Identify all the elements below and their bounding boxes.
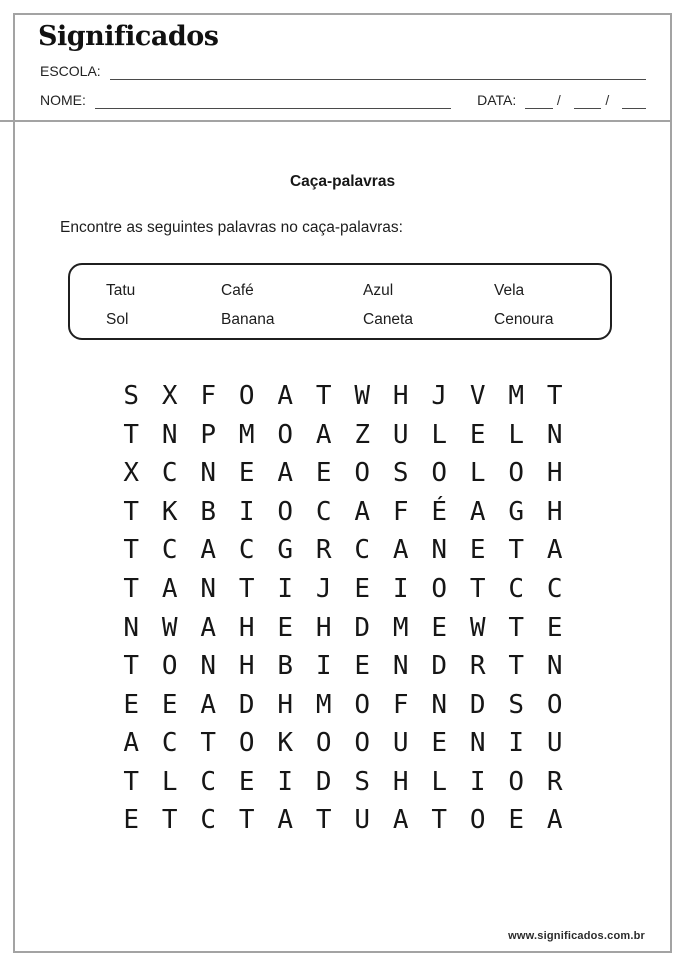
grid-letter: H — [546, 496, 563, 527]
grid-letter: A — [315, 419, 332, 450]
grid-letter: A — [161, 574, 178, 604]
grid-letter: O — [431, 574, 448, 604]
grid-letter: E — [508, 805, 525, 836]
word-list-item: Cenoura — [494, 311, 554, 328]
grid-letter: O — [508, 766, 525, 797]
grid-letter: C — [200, 766, 217, 797]
nome-label: NOME: — [40, 92, 86, 108]
grid-letter: E — [354, 651, 371, 682]
grid-letter: W — [161, 612, 178, 643]
grid-letter: T — [315, 805, 332, 836]
data-year-blank-line — [622, 93, 646, 109]
grid-letter: T — [238, 805, 255, 836]
grid-letter: D — [469, 689, 486, 720]
grid-letter: F — [392, 689, 409, 720]
grid-letter: T — [123, 574, 140, 604]
grid-letter: C — [315, 496, 332, 527]
data-label: DATA: — [477, 92, 517, 108]
grid-letter: O — [546, 689, 563, 720]
grid-letter: N — [200, 458, 217, 489]
grid-letter: T — [123, 419, 140, 450]
grid-letter: O — [354, 728, 371, 759]
grid-letter: L — [431, 419, 448, 450]
grid-letter: O — [238, 381, 255, 412]
grid-letter: O — [277, 419, 294, 450]
grid-letter: T — [469, 574, 486, 604]
grid-letter: Z — [354, 419, 371, 450]
date-separator: / — [556, 92, 561, 108]
grid-letter: O — [238, 728, 255, 759]
grid-letter: M — [508, 381, 525, 412]
grid-letter: N — [200, 574, 217, 604]
grid-letter: N — [431, 689, 448, 720]
grid-letter: E — [431, 728, 448, 759]
grid-letter: G — [508, 496, 525, 527]
grid-letter: A — [392, 805, 409, 836]
grid-letter: E — [431, 612, 448, 643]
grid-letter: H — [315, 612, 332, 643]
grid-letter: T — [238, 574, 255, 604]
grid-letter: N — [546, 651, 563, 682]
grid-letter: T — [431, 805, 448, 836]
grid-letter: S — [123, 381, 140, 412]
grid-letter: H — [277, 689, 294, 720]
grid-letter: T — [161, 805, 178, 836]
grid-letter: A — [277, 458, 294, 489]
word-list-item: Banana — [221, 311, 275, 328]
grid-letter: T — [200, 728, 217, 759]
grid-letter: A — [200, 612, 217, 643]
grid-letter: T — [123, 651, 140, 682]
word-list — [70, 265, 610, 334]
grid-letter: I — [508, 728, 525, 759]
grid-letter: S — [392, 458, 409, 489]
grid-letter: U — [354, 805, 371, 836]
grid-letter: I — [392, 574, 409, 604]
grid-letter: O — [354, 689, 371, 720]
grid-letter: S — [354, 766, 371, 797]
grid-letter: O — [161, 651, 178, 682]
grid-letter: H — [546, 458, 563, 489]
grid-letter: X — [161, 381, 178, 412]
brand-logo: Significados — [38, 21, 219, 52]
word-list-item: Sol — [106, 311, 129, 328]
nome-data-field-row — [40, 91, 646, 109]
grid-letter: C — [161, 535, 178, 566]
grid-letter: C — [354, 535, 371, 566]
word-list-item: Tatu — [106, 282, 136, 299]
grid-letter: T — [315, 381, 332, 412]
grid-letter: A — [469, 496, 486, 527]
grid-letter: J — [315, 574, 332, 604]
grid-letter: E — [123, 805, 140, 836]
grid-letter: N — [161, 419, 178, 450]
grid-letter: A — [392, 535, 409, 566]
grid-letter: D — [315, 766, 332, 797]
grid-letter: N — [392, 651, 409, 682]
grid-letter: N — [431, 535, 448, 566]
data-month-blank-line — [574, 93, 602, 109]
word-list-item: Azul — [363, 282, 394, 299]
page-title: Caça-palavras — [289, 173, 396, 190]
grid-letter: M — [392, 612, 409, 643]
grid-letter: E — [123, 689, 140, 720]
grid-letter: R — [315, 535, 332, 566]
grid-letter: C — [200, 805, 217, 836]
grid-letter: I — [469, 766, 486, 797]
grid-letter: I — [238, 496, 255, 527]
grid-letter: N — [123, 612, 140, 643]
grid-letter: A — [123, 728, 140, 759]
date-separator: / — [605, 92, 610, 108]
grid-letter: H — [238, 612, 255, 643]
puzzle-grid — [112, 377, 574, 840]
grid-letter: É — [431, 496, 448, 527]
grid-letter: H — [392, 381, 409, 412]
grid-letter: N — [200, 651, 217, 682]
grid-letter: T — [123, 496, 140, 527]
grid-letter: S — [508, 689, 525, 720]
grid-letter: E — [277, 612, 294, 643]
grid-letter: N — [469, 728, 486, 759]
grid-letter: A — [277, 381, 294, 412]
grid-letter: U — [392, 728, 409, 759]
grid-letter: E — [354, 574, 371, 604]
grid-letter: T — [123, 535, 140, 566]
grid-letter: I — [315, 651, 332, 682]
grid-letter: D — [238, 689, 255, 720]
grid-letter: A — [546, 535, 563, 566]
grid-letter: D — [354, 612, 371, 643]
nome-blank-line — [95, 93, 451, 109]
grid-letter: E — [546, 612, 563, 643]
grid-letter: L — [508, 419, 525, 450]
grid-letter: T — [508, 651, 525, 682]
grid-letter: P — [200, 419, 217, 450]
grid-letter: X — [123, 458, 140, 489]
grid-letter: L — [431, 766, 448, 797]
grid-letter: W — [469, 612, 486, 643]
grid-letter: C — [546, 574, 563, 604]
grid-letter: D — [431, 651, 448, 682]
grid-letter: E — [238, 766, 255, 797]
grid-letter: E — [238, 458, 255, 489]
grid-letter: F — [200, 381, 217, 412]
grid-letter: I — [277, 766, 294, 797]
grid-letter: C — [161, 728, 178, 759]
grid-letter: T — [508, 612, 525, 643]
grid-letter: K — [161, 496, 178, 527]
grid-letter: N — [546, 419, 563, 450]
grid-letter: H — [392, 766, 409, 797]
word-list-box — [68, 263, 612, 340]
word-list-item: Caneta — [363, 311, 413, 328]
grid-letter: W — [354, 381, 371, 412]
grid-letter: A — [200, 535, 217, 566]
grid-letter: E — [161, 689, 178, 720]
grid-letter: K — [277, 728, 294, 759]
grid-letter: O — [508, 458, 525, 489]
footer-url: www.significados.com.br — [508, 930, 645, 942]
grid-letter: I — [277, 574, 294, 604]
grid-letter: T — [123, 766, 140, 797]
grid-letter: C — [508, 574, 525, 604]
grid-letter: A — [277, 805, 294, 836]
grid-letter: T — [508, 535, 525, 566]
escola-label: ESCOLA: — [40, 63, 101, 79]
grid-letter: B — [200, 496, 217, 527]
grid-letter: H — [238, 651, 255, 682]
word-list-item: Vela — [494, 282, 525, 299]
grid-letter: A — [354, 496, 371, 527]
grid-letter: C — [238, 535, 255, 566]
instructions-text: Encontre as seguintes palavras no caça-palavras: — [60, 219, 403, 236]
grid-letter: O — [315, 728, 332, 759]
grid-letter: O — [354, 458, 371, 489]
data-day-blank-line — [525, 93, 553, 109]
escola-blank-line — [110, 64, 646, 80]
grid-letter: G — [277, 535, 294, 566]
grid-letter: C — [161, 458, 178, 489]
grid-letter: V — [469, 381, 486, 412]
grid-letter: M — [315, 689, 332, 720]
grid-letter: O — [431, 458, 448, 489]
grid-letter: E — [315, 458, 332, 489]
grid-letter: E — [469, 419, 486, 450]
grid-letter: J — [431, 381, 448, 412]
header-divider — [0, 120, 672, 122]
grid-letter: E — [469, 535, 486, 566]
grid-letter: B — [277, 651, 294, 682]
grid-letter: O — [469, 805, 486, 836]
grid-letter: L — [469, 458, 486, 489]
grid-letter: O — [277, 496, 294, 527]
grid-letter: U — [546, 728, 563, 759]
grid-letter: L — [161, 766, 178, 797]
word-list-item: Café — [221, 282, 254, 299]
grid-letter: U — [392, 419, 409, 450]
grid-letter: A — [546, 805, 563, 836]
escola-field-row — [40, 62, 646, 80]
grid-letter: F — [392, 496, 409, 527]
grid-letter: A — [200, 689, 217, 720]
grid-letter: T — [546, 381, 563, 412]
grid-letter: R — [546, 766, 563, 797]
grid-letter: R — [469, 651, 486, 682]
grid-letter: M — [238, 419, 255, 450]
